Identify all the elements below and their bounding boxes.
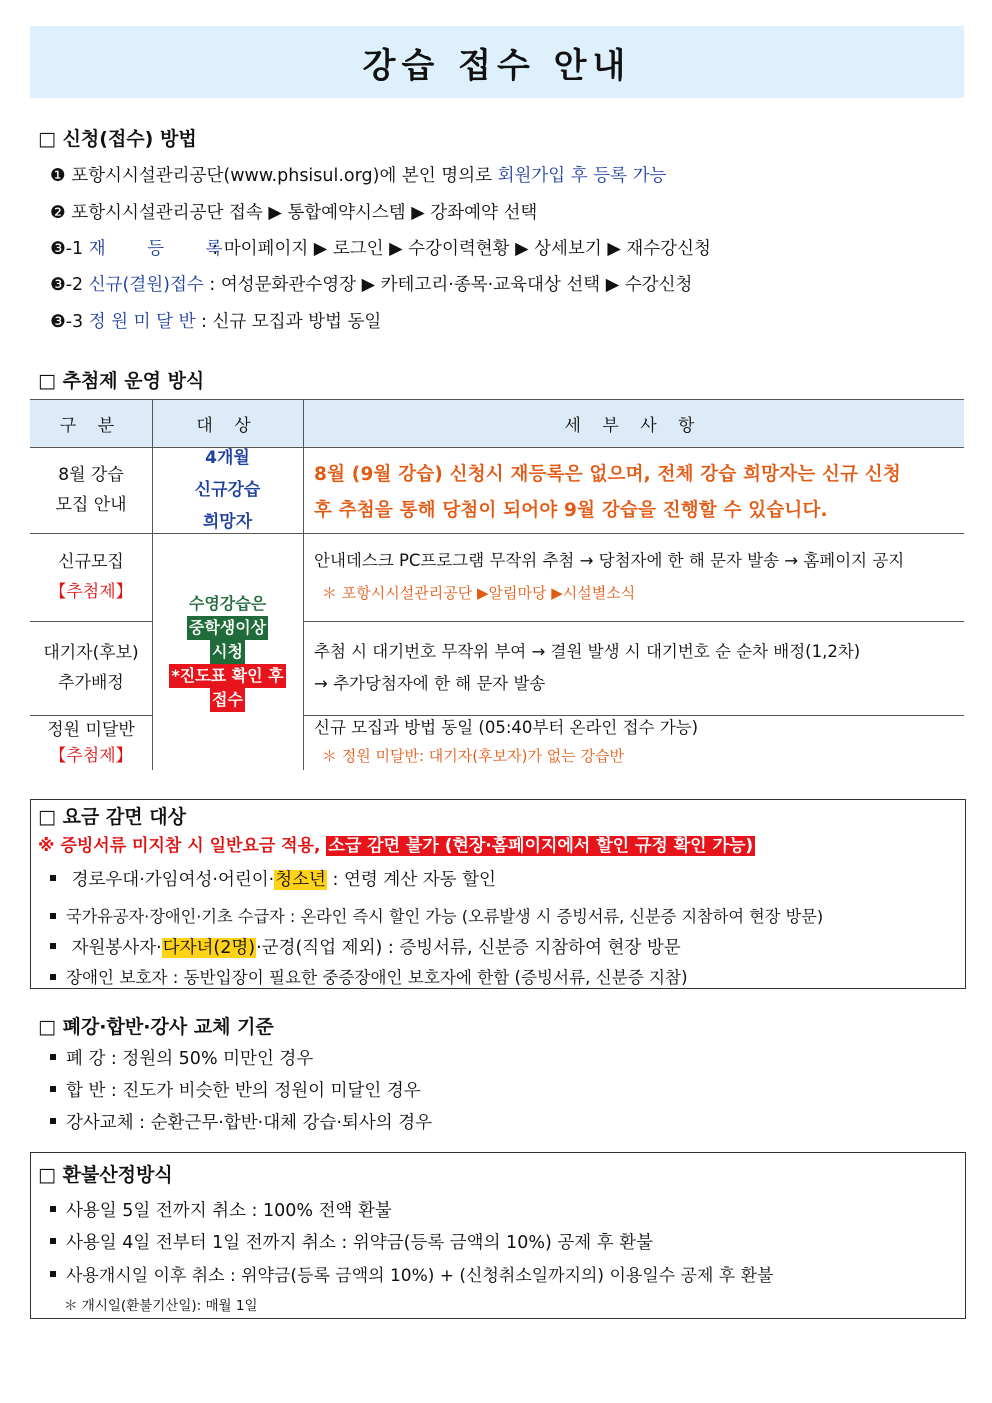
row2-category (30, 533, 152, 621)
row1-details-line: 8월 (9월 강습) 신청시 재등록은 없으며, 전체 강습 희망자는 신규 신청 (314, 464, 901, 485)
header-category: 구 분 (59, 416, 123, 436)
title-banner (30, 26, 964, 98)
closure-item: 강사교체 : 순환근무·합반·대체 강습·퇴사의 경우 (50, 1109, 432, 1134)
row3-category-line: 대기자(후보) (43, 643, 139, 663)
row3-details (314, 636, 959, 700)
swimming-target-line: *진도표 확인 후 (169, 664, 285, 688)
apply-step-3-2-num: ❸-2 (50, 275, 89, 295)
lottery-heading: □ 추첨제 운영 방식 (38, 370, 205, 392)
page-title: 강습 접수 안내 (362, 45, 632, 86)
discount-notice-highlight: 소급 감면 불가 (현장·홈페이지에서 할인 규정 확인 가능) (328, 836, 754, 856)
row4-category-line: 정원 미달반 (47, 719, 135, 740)
apply-step-3-1 (50, 235, 711, 260)
swimming-target (152, 533, 303, 770)
row1-category-line: 모집 안내 (55, 494, 127, 515)
row3-category (30, 621, 152, 715)
row4-details-line: 신규 모집과 방법 동일 (05:40부터 온라인 접수 가능) (314, 718, 699, 737)
discount-item: 국가유공자·장애인·기초 수급자 : 온라인 즉시 할인 가능 (오류발생 시 증빙서류, 신분증 지참하여 현장 방문) (50, 903, 823, 927)
apply-step-3-3-label: 정 원 미 달 반 (88, 312, 196, 332)
closure-item: 폐 강 : 정원의 50% 미만인 경우 (50, 1045, 313, 1070)
apply-step-1-highlight: 회원가입 후 등록 가능 (497, 166, 667, 186)
row1-details-line: 후 추첨을 통해 당첨이 되어야 9월 강습을 진행할 수 있습니다. (314, 500, 828, 521)
apply-step-3-2-label: 신규(결원)접수 (88, 275, 204, 295)
refund-item: 사용일 5일 전까지 취소 : 100% 전액 환불 (50, 1197, 392, 1222)
discount-item-text: 자원봉사자· (71, 938, 162, 958)
row1-target-line: 신규강습 (194, 479, 261, 500)
swimming-target-line: 접수 (210, 688, 245, 712)
apply-step-3-1-label: 재 등 록 (88, 239, 241, 259)
discount-item (50, 934, 681, 959)
apply-heading: □ 신청(접수) 방법 (38, 128, 197, 150)
row1-target-line: 희망자 (202, 511, 253, 532)
row2-category-line: 신규모집 (58, 552, 124, 572)
row4-category (30, 715, 152, 770)
apply-step-3-1-text: : 마이페이지 ▶ 로그인 ▶ 수강이력현황 ▶ 상세보기 ▶ 재수강신청 (206, 239, 711, 259)
apply-step-3-2 (50, 271, 692, 296)
refund-heading: □ 환불산정방식 (38, 1164, 173, 1186)
row1-category-line: 8월 강습 (58, 464, 124, 485)
row4-details-note: ＊ 정원 미달반: 대기자(후보자)가 없는 강습반 (322, 747, 624, 765)
apply-step-2: ❷ 포항시시설관리공단 접속 ▶ 통합예약시스템 ▶ 강좌예약 선택 (50, 203, 538, 223)
row3-details-line: 추첨 시 대기번호 무작위 부여 → 결원 발생 시 대기번호 순 순차 배정(1,2차) (314, 642, 861, 661)
discount-notice (38, 831, 755, 856)
header-target: 대 상 (196, 416, 259, 436)
apply-step-3-3 (50, 308, 381, 333)
discount-heading: □ 요금 감면 대상 (38, 806, 186, 828)
discount-item-text: 경로우대·가임여성·어린이· (71, 870, 275, 890)
row1-category (30, 446, 152, 533)
refund-item: 사용일 4일 전부터 1일 전까지 취소 : 위약금(등록 금액의 10%) 공제 후 환불 (50, 1229, 653, 1254)
row2-details-note: ＊ 포항시시설관리공단 ▶알림마당 ▶시설별소식 (322, 584, 636, 602)
discount-notice-text: ※ 증빙서류 미지참 시 일반요금 적용, (38, 836, 327, 856)
discount-item-text: ·군경(직업 제외) : 증빙서류, 신분증 지참하여 현장 방문 (256, 938, 681, 958)
apply-step-3-1-num: ❸-1 (50, 239, 89, 259)
swimming-target-line: 수영강습은 (188, 593, 267, 613)
lottery-table (30, 399, 964, 770)
lottery-table-header (30, 399, 964, 448)
refund-note: ＊ 개시일(환불기산일): 매월 1일 (64, 1298, 258, 1314)
apply-step-3-2-text: : 여성문화관수영장 ▶ 카테고리·종목·교육대상 선택 ▶ 수강신청 (203, 275, 693, 295)
row3-category-line: 추가배정 (58, 673, 124, 693)
row2-details-line: 안내데스크 PC프로그램 무작위 추첨 → 당첨자에 한 해 문자 발송 → 홈페이지 공지 (314, 551, 905, 570)
discount-item-highlight: 청소년 (275, 870, 326, 890)
row1-details (314, 457, 959, 529)
row1-target-line: 4개월 (205, 447, 250, 468)
row2-details (314, 545, 959, 609)
header-details: 세 부 사 항 (564, 416, 703, 436)
discount-item-text: : 연령 계산 자동 할인 (326, 870, 496, 890)
discount-item-highlight: 다자녀(2명) (162, 938, 256, 958)
row3-details-line: → 추가당첨자에 한 해 문자 발송 (314, 674, 546, 693)
apply-step-3-3-num: ❸-3 (50, 312, 89, 332)
table-divider (303, 621, 964, 622)
apply-step-3-3-text: : 신규 모집과 방법 동일 (195, 312, 382, 332)
row4-details (314, 713, 959, 771)
apply-step-1 (50, 162, 666, 187)
discount-item: 장애인 보호자 : 동반입장이 필요한 중증장애인 보호자에 한함 (증빙서류, 신분증 지참) (50, 964, 688, 988)
closure-item: 합 반 : 진도가 비슷한 반의 정원이 미달인 경우 (50, 1077, 421, 1102)
closure-heading: □ 폐강·합반·강사 교체 기준 (38, 1016, 274, 1038)
row2-category-line: 【추첨제】 (49, 582, 133, 602)
row4-category-line: 【추첨제】 (49, 745, 133, 766)
apply-step-1-text: ❶ 포항시시설관리공단(www.phsisul.org)에 본인 명의로 (50, 166, 498, 186)
swimming-target-line: 중학생이상 (187, 616, 268, 640)
row1-target (152, 446, 303, 533)
refund-item: 사용개시일 이후 취소 : 위약금(등록 금액의 10%) + (신청취소일까지의) 이용일수 공제 후 환불 (50, 1261, 773, 1286)
discount-item (50, 866, 496, 891)
swimming-target-line: 시청 (210, 640, 245, 664)
